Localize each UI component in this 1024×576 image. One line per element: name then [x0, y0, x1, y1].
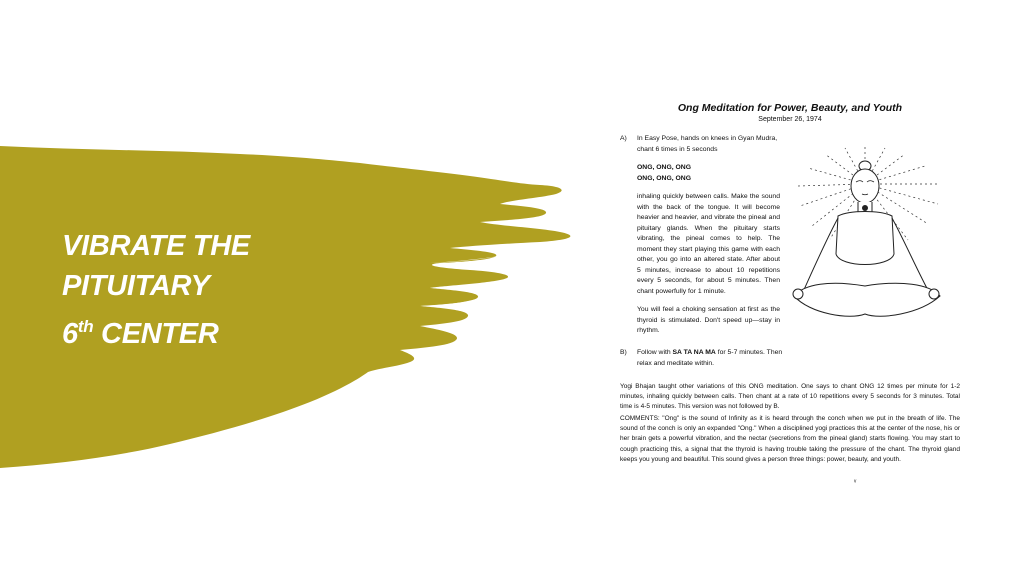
meditation-document — [620, 96, 960, 496]
title-center-word: CENTER — [93, 318, 219, 350]
section-b-post: for 5-7 minutes. Then relax and meditate within. — [637, 349, 783, 367]
mantra-block — [637, 163, 780, 184]
title-line-1: VIBRATE THE — [62, 230, 250, 262]
title-superscript: th — [77, 317, 94, 336]
section-a — [620, 134, 780, 337]
slide-title — [62, 226, 362, 354]
title-line-2: PITUITARY — [62, 270, 210, 302]
document-title: Ong Meditation for Power, Beauty, and Youth — [677, 102, 903, 114]
section-b-marker: B) — [620, 349, 627, 356]
section-b-mantra: SA TA NA MA — [672, 349, 716, 356]
comments-paragraph: COMMENTS: "Ong" is the sound of Infinity as it is heard through the conch when we put in the breath of life. The sound of the conch is only an expanded "Ong." When a disciplined yogi practices this at the center of the nose, his or her brain gets a powerful vibration, and the nectar (secretions from the pineal gland) starts flowing. You may start to cough practicing this, a signal that the thyroid is having trouble taking the pressure of the chant. The thyroid gland keeps you young and beautiful. This sound gives a person three things: power, beauty, and youth. — [620, 415, 960, 463]
section-b-pre: Follow with — [637, 349, 673, 356]
section-a-intro: In Easy Pose, hands on knees in Gyan Mudra, chant 6 times in 5 seconds — [637, 135, 778, 153]
section-a-marker: A) — [620, 135, 627, 142]
mantra-line-2: ONG, ONG, ONG — [637, 174, 692, 182]
section-b — [620, 348, 785, 369]
title-number: 6 — [62, 318, 78, 350]
variations-paragraph: Yogi Bhajan taught other variations of this ONG meditation. One says to chant ONG 12 times per minute for 1-2 minutes, inhaling quickly between calls. Then chant at a rate of 10 repetitions every 5 seconds for 3 minutes. Total time is 4-5 minutes. This version was not followed by B. — [620, 383, 960, 411]
meditating-figure-illustration — [790, 144, 960, 344]
document-date: September 26, 1974 — [758, 116, 822, 123]
mantra-line-1: ONG, ONG, ONG — [637, 164, 692, 171]
title-line-3 — [62, 314, 362, 354]
section-a-paragraph-2: You will feel a choking sensation at first as the thyroid is stimulated. Don't speed up—stay in rhythm. — [637, 306, 780, 334]
section-a-paragraph-1: inhaling quickly between calls. Make the sound with the back of the tongue. It will become heavier and heavier, and vibrate the pineal and pituitary glands. When the pituitary starts vibrating, the pineal comes to help. The moment they start playing this game with each other, you go into an altered state. After about 5 minutes, increase to about 10 repetitions every 5 seconds, for about 5 minutes. Then chant powerfully for 1 minute. — [637, 193, 780, 295]
section-b-text — [637, 348, 785, 369]
page-mark: ᵛ — [854, 479, 857, 486]
